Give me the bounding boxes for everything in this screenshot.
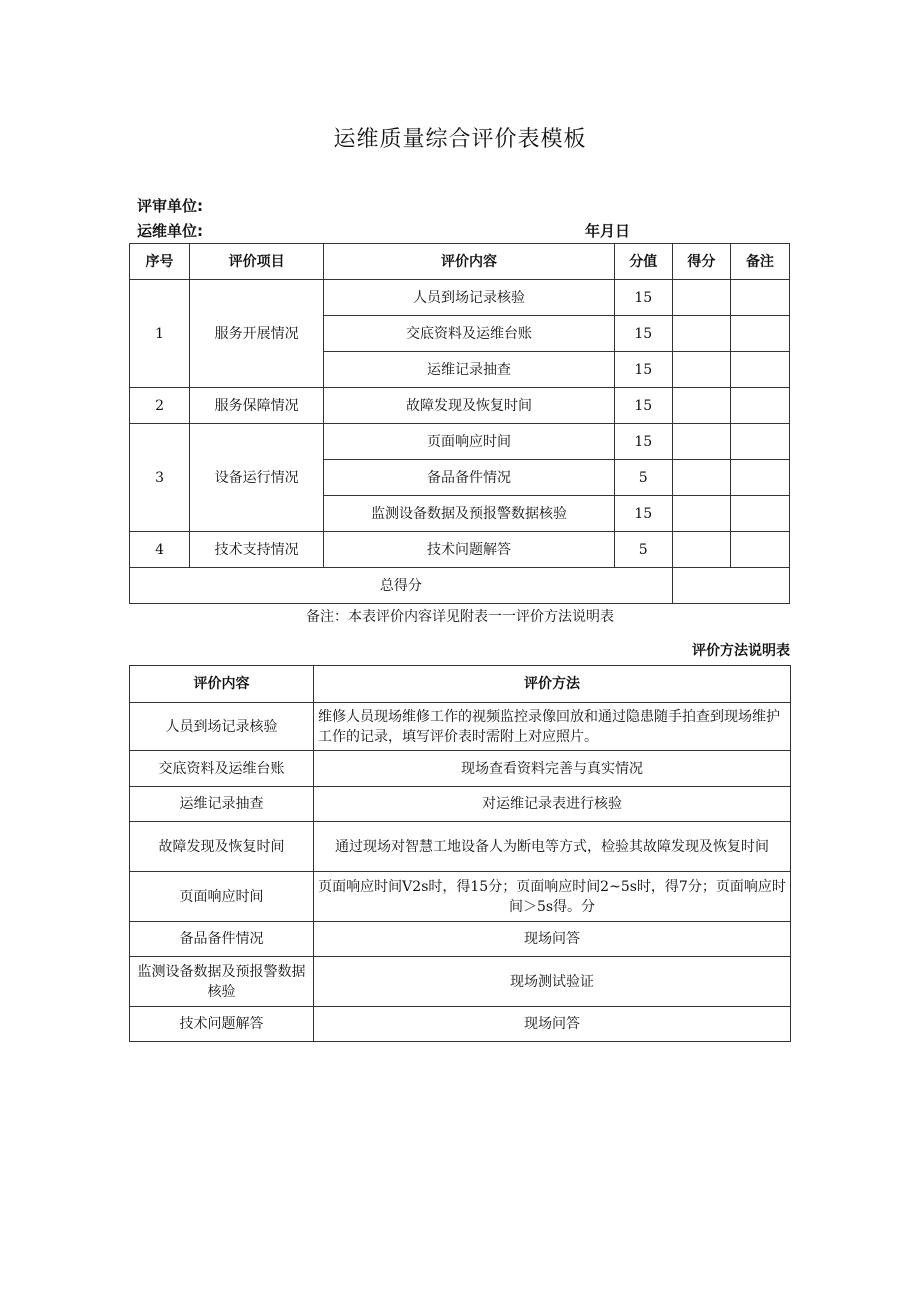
total-value-cell[interactable] [672,568,789,604]
method-desc: 现场问答 [314,922,791,957]
table-row [130,532,790,568]
row-got-cell[interactable] [672,460,730,496]
method-content: 页面响应时间 [130,872,314,922]
table-row [130,957,791,1007]
table-header-row [130,666,791,703]
row-content: 技术问题解答 [324,532,614,568]
group-no: 2 [130,388,190,424]
group-no: 1 [130,280,190,388]
row-score: 5 [614,532,672,568]
method-desc: 现场查看资料完善与真实情况 [314,751,791,787]
method-desc: 页面响应时间V2s时，得15分；页面响应时间2~5s时，得7分；页面响应时间＞5s得。分 [314,872,791,922]
table-note: 备注：本表评价内容详见附表一一评价方法说明表 [306,609,614,625]
row-remark-cell[interactable] [730,352,789,388]
row-got-cell[interactable] [672,280,730,316]
method-desc: 对运维记录表进行核验 [314,787,791,822]
row-content: 监测设备数据及预报警数据核验 [324,496,614,532]
group-item: 设备运行情况 [190,424,324,532]
row-score: 15 [614,352,672,388]
row-got-cell[interactable] [672,424,730,460]
row-remark-cell[interactable] [730,424,789,460]
method-content: 技术问题解答 [130,1007,314,1042]
row-content: 人员到场记录核验 [324,280,614,316]
header-remark: 备注 [730,244,789,280]
row-score: 15 [614,424,672,460]
row-got-cell[interactable] [672,352,730,388]
group-item: 服务保障情况 [190,388,324,424]
group-item: 服务开展情况 [190,280,324,388]
row-score: 5 [614,460,672,496]
method-table-caption: 评价方法说明表 [692,643,790,659]
method-content: 故障发现及恢复时间 [130,822,314,872]
row-score: 15 [614,316,672,352]
method-content: 交底资料及运维台账 [130,751,314,787]
table-row [130,751,791,787]
row-remark-cell[interactable] [730,496,789,532]
total-row [130,568,790,604]
table-row [130,822,791,872]
table-row [130,280,790,316]
row-got-cell[interactable] [672,532,730,568]
row-got-cell[interactable] [672,496,730,532]
row-score: 15 [614,388,672,424]
method-desc: 维修人员现场维修工作的视频监控录像回放和通过隐患随手拍查到现场维护工作的记录，填写评价表时需附上对应照片。 [314,703,791,751]
header-score: 分值 [614,244,672,280]
row-content: 交底资料及运维台账 [324,316,614,352]
header-no: 序号 [130,244,190,280]
method-desc: 通过现场对智慧工地设备人为断电等方式，检验其故障发现及恢复时间 [314,822,791,872]
table-row [130,922,791,957]
row-remark-cell[interactable] [730,532,789,568]
row-got-cell[interactable] [672,388,730,424]
review-unit-label: 评审单位: [137,197,203,215]
table-header-row [130,244,790,280]
page-title: 运维质量综合评价表模板 [333,127,587,152]
row-got-cell[interactable] [672,316,730,352]
row-content: 页面响应时间 [324,424,614,460]
evaluation-table [129,243,790,604]
row-content: 备品备件情况 [324,460,614,496]
table-row [130,1007,791,1042]
method-content: 监测设备数据及预报警数据核验 [130,957,314,1007]
method-content: 人员到场记录核验 [130,703,314,751]
method-desc: 现场测试验证 [314,957,791,1007]
table-row [130,388,790,424]
header-content: 评价内容 [324,244,614,280]
row-remark-cell[interactable] [730,460,789,496]
row-remark-cell[interactable] [730,280,789,316]
table-row [130,872,791,922]
ops-unit-label: 运维单位: [137,222,203,240]
table-row [130,787,791,822]
method-desc: 现场问答 [314,1007,791,1042]
method-content: 运维记录抽查 [130,787,314,822]
row-content: 故障发现及恢复时间 [324,388,614,424]
method-content: 备品备件情况 [130,922,314,957]
header-got: 得分 [672,244,730,280]
header-method: 评价方法 [314,666,791,703]
row-score: 15 [614,496,672,532]
row-remark-cell[interactable] [730,388,789,424]
row-content: 运维记录抽查 [324,352,614,388]
total-label: 总得分 [130,568,673,604]
header-content: 评价内容 [130,666,314,703]
group-no: 4 [130,532,190,568]
header-item: 评价项目 [190,244,324,280]
row-remark-cell[interactable] [730,316,789,352]
table-row [130,424,790,460]
group-no: 3 [130,424,190,532]
row-score: 15 [614,280,672,316]
group-item: 技术支持情况 [190,532,324,568]
date-label: 年月日 [585,222,631,240]
method-table [129,665,791,1042]
table-row [130,703,791,751]
